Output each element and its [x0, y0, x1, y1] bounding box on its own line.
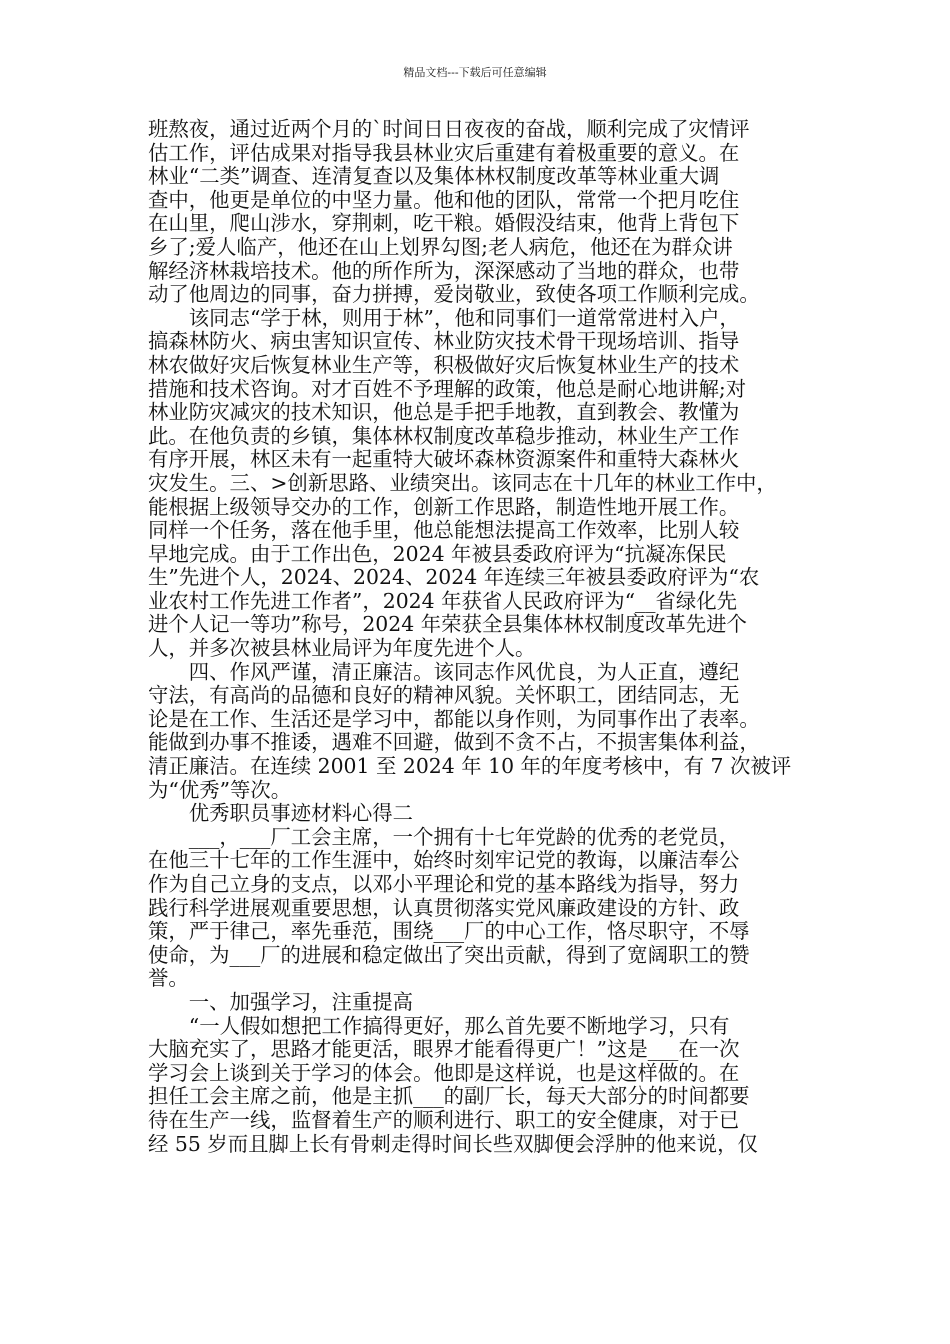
- text-line: 在山里，爬山涉水，穿荆刺，吃干粮。婚假没结束，他背上背包下: [148, 212, 740, 236]
- text-line: 估工作，评估成果对指导我县林业灾后重建有着极重要的意义。在: [148, 141, 740, 165]
- text-line: 有序开展，林区未有一起重特大破坏森林资源案件和重特大森林火: [148, 448, 740, 472]
- text-line: 解经济林栽培技术。他的所作所为，深深感动了当地的群众，也带: [148, 259, 740, 283]
- text-line: 优秀职员事迹材料心得二: [148, 802, 414, 826]
- text-line: 此。在他负责的乡镇，集体林权制度改革稳步推动，林业生产工作: [148, 424, 740, 448]
- text-line: 班熬夜，通过近两个月的`时间日日夜夜的奋战，顺利完成了灾情评: [148, 118, 750, 141]
- text-line: 誉。: [148, 967, 189, 991]
- text-line: 清正廉洁。在连续 2001 至 2024 年 10 年的年度考核中，有 7 次被评: [148, 755, 792, 779]
- text-line: 学习会上谈到关于学习的体会。他即是这样说，也是这样做的。在: [148, 1061, 740, 1085]
- text-line: 在他三十七年的工作生涯中，始终时刻牢记党的教诲，以廉洁奉公: [148, 849, 740, 873]
- text-line: 四、作风严谨，清正廉洁。该同志作风优良，为人正直，遵纪: [148, 660, 740, 684]
- text-line: 担任工会主席之前，他是主抓___的副厂长，每天大部分的时间都要: [148, 1085, 750, 1109]
- text-line: 大脑充实了，思路才能更活，眼界才能看得更广！”这是___在一次: [148, 1038, 740, 1062]
- text-line: 动了他周边的同事，奋力拼搏，爱岗敬业，致使各项工作顺利完成。: [148, 283, 760, 307]
- text-line: 论是在工作、生活还是学习中，都能以身作则，为同事作出了表率。: [148, 707, 760, 731]
- text-line: 作为自己立身的支点，以邓小平理论和党的基本路线为指导，努力: [148, 873, 740, 896]
- document-body: [148, 118, 808, 1156]
- text-line: 早地完成。由于工作出色，2024 年被县委政府评为“抗凝冻保民: [148, 542, 727, 566]
- text-line: 守法，有高尚的品德和良好的精神风貌。关怀职工，团结同志，无: [148, 684, 740, 708]
- text-line: “一人假如想把工作搞得更好，那么首先要不断地学习，只有: [148, 1014, 730, 1038]
- text-line: 同样一个任务，落在他手里，他总能想法提高工作效率，比别人较: [148, 519, 740, 543]
- text-line: 能做到办事不推诿，遇难不回避，做到不贪不占，不损害集体利益，: [148, 731, 760, 755]
- text-line: 林农做好灾后恢复林业生产等，积极做好灾后恢复林业生产的技术: [148, 353, 740, 377]
- text-line: 为“优秀”等次。: [148, 778, 292, 802]
- page-header: 精品文档---下载后可任意编辑: [403, 66, 547, 79]
- text-line: 使命，为___厂的进展和稳定做出了突出贡献，得到了宽阔职工的赞: [148, 943, 750, 967]
- text-line: 该同志“学于林，则用于林”，他和同事们一道常常进村入户，: [148, 306, 740, 330]
- text-line: 人，并多次被县林业局评为年度先进个人。: [148, 637, 536, 661]
- text-line: 待在生产一线，监督着生产的顺利进行、职工的安全健康，对于已: [148, 1108, 740, 1132]
- text-line: 经 55 岁而且脚上长有骨刺走得时间长些双脚便会浮肿的他来说，仅: [148, 1132, 758, 1156]
- text-line: 生”先进个人，2024、2024、2024 年连续三年被县委政府评为“农: [148, 566, 760, 590]
- text-line: 林业“二类”调查、连清复查以及集体林权制度改革等林业重大调: [148, 165, 720, 189]
- text-line: 搞森林防火、病虫害知识宣传、林业防灾技术骨干现场培训、指导: [148, 330, 740, 354]
- text-line: 乡了;爱人临产，他还在山上划界勾图;老人病危，他还在为群众讲: [148, 235, 733, 259]
- text-line: 措施和技术咨询。对才百姓不予理解的政策，他总是耐心地讲解;对: [148, 377, 747, 401]
- text-line: 业农村工作先进工作者”，2024 年获省人民政府评为“__省绿化先: [148, 589, 737, 613]
- text-line: 进个人记一等功”称号，2024 年荣获全县集体林权制度改革先进个: [148, 613, 747, 637]
- text-line: 策，严于律己，率先垂范，围绕___厂的中心工作，恪尽职守，不辱: [148, 920, 750, 944]
- text-line: 查中，他更是单位的中坚力量。他和他的团队，常常一个把月吃住: [148, 188, 740, 212]
- text-line: 践行科学进展观重要思想，认真贯彻落实党风廉政建设的方针、政: [148, 896, 740, 920]
- text-line: 一、加强学习，注重提高: [148, 990, 414, 1014]
- text-line: ___，___厂工会主席，一个拥有十七年党龄的优秀的老党员，: [148, 825, 740, 849]
- text-line: 林业防灾减灾的技术知识，他总是手把手地教，直到教会、教懂为: [148, 401, 740, 425]
- text-line: 能根据上级领导交办的工作，创新工作思路，制造性地开展工作。: [148, 495, 740, 519]
- text-line: 灾发生。三、>创新思路、业绩突出。该同志在十几年的林业工作中，: [148, 471, 777, 495]
